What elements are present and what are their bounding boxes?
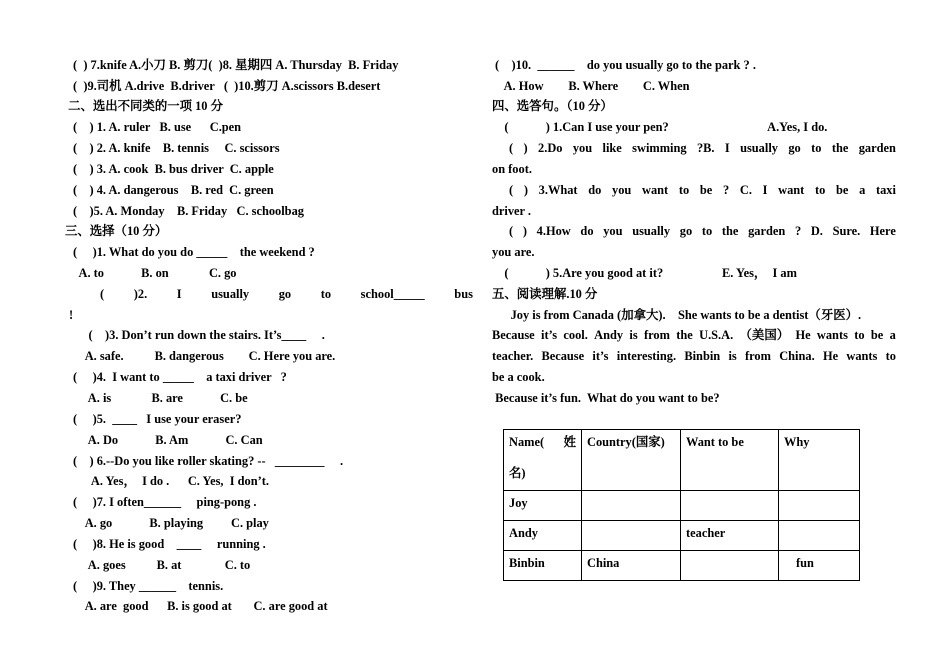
word: the xyxy=(676,328,693,342)
cell-name: Andy xyxy=(504,521,582,551)
section-4-heading: 四、选答句。（10 分） xyxy=(492,99,613,113)
word: I xyxy=(724,141,730,155)
reading-table xyxy=(503,429,860,581)
word: wants xyxy=(846,349,878,363)
cell-why: fun xyxy=(779,551,860,581)
choice-q1-options: A. to B. on C. go xyxy=(73,266,237,280)
match-q5: ( ) 5.Are you good at it? E. Yes， I am xyxy=(492,266,797,280)
word: Because xyxy=(541,349,585,363)
match-q2-continuation: on foot. xyxy=(492,162,532,176)
word: D. xyxy=(810,224,823,238)
reading-line-1: Joy is from Canada (加拿大). She wants to be a dentist（牙医）. xyxy=(492,308,862,322)
word: usually xyxy=(740,141,778,155)
word: usually xyxy=(211,287,250,301)
reading-line-3 xyxy=(492,348,896,364)
word: be xyxy=(836,183,849,197)
word: I xyxy=(762,183,768,197)
reading-line-5: Because it’s fun. What do you want to be? xyxy=(492,391,720,405)
word: the xyxy=(831,141,849,155)
word: to xyxy=(678,183,690,197)
word: ( xyxy=(509,141,514,155)
cell-name: Binbin xyxy=(504,551,582,581)
match-q2 xyxy=(509,140,896,156)
section-5-heading: 五、阅读理解.10 分 xyxy=(492,287,598,301)
choice-q2 xyxy=(73,286,473,302)
vocab-line-7-8: ( ) 7.knife A.小刀 B. 剪刀( )8. 星期四 A. Thursday B. Friday xyxy=(73,58,399,72)
word: ( xyxy=(100,287,105,301)
match-q3 xyxy=(509,182,896,198)
word: it’s xyxy=(541,328,558,342)
word: you xyxy=(612,183,632,197)
word: Because xyxy=(492,328,535,342)
word: do xyxy=(588,183,602,197)
word: garden xyxy=(748,224,786,238)
word: garden xyxy=(858,141,896,155)
choice-q8: ( )8. He is good ____ running . xyxy=(73,537,266,551)
word: is xyxy=(629,328,638,342)
word: a xyxy=(859,183,866,197)
word: 3.What xyxy=(538,183,578,197)
table-row xyxy=(504,491,860,521)
header-name-en: Name( xyxy=(509,435,545,449)
word: to xyxy=(811,141,822,155)
word: the xyxy=(721,224,739,238)
match-q1: ( ) 1.Can I use your pen? A.Yes, I do. xyxy=(492,120,828,134)
word: you xyxy=(572,141,593,155)
word: He xyxy=(795,328,811,342)
word: ( xyxy=(509,224,514,238)
word: ) xyxy=(523,141,528,155)
word: want xyxy=(642,183,669,197)
cell-country: China xyxy=(582,551,681,581)
word: usually xyxy=(632,224,671,238)
table-row xyxy=(504,551,860,581)
choice-q4-options: A. is B. are C. be xyxy=(73,391,248,405)
word: Here xyxy=(869,224,896,238)
word: I xyxy=(176,287,182,301)
header-name-zh-1: 姓 xyxy=(563,435,576,449)
word: Sure. xyxy=(832,224,861,238)
word: U.S.A. xyxy=(699,328,734,342)
word: 2.Do xyxy=(538,141,563,155)
choice-q7: ( )7. I often______ ping-pong . xyxy=(73,495,257,509)
word: China. xyxy=(779,349,815,363)
table-header-row xyxy=(504,430,860,491)
word: taxi xyxy=(875,183,896,197)
header-country: Country(国家) xyxy=(582,430,681,491)
choice-q3: ( )3. Don’t run down the stairs. It’s____ . xyxy=(73,328,325,342)
choice-q6: ( ) 6.--Do you like roller skating? -- ________ . xyxy=(73,454,344,468)
choice-q5: ( )5. ____ I use your eraser? xyxy=(73,412,242,426)
odd-one-out-2: ( ) 2. A. knife B. tennis C. scissors xyxy=(73,141,280,155)
word: ?B. xyxy=(696,141,715,155)
word: )2. xyxy=(133,287,148,301)
choice-q2-continuation: ! xyxy=(69,308,74,322)
word: ( xyxy=(509,183,514,197)
word: be xyxy=(699,183,713,197)
word: is xyxy=(728,349,737,363)
cell-want-to-be[interactable] xyxy=(681,491,779,521)
cell-want-to-be: teacher xyxy=(681,521,779,551)
choice-q6-options: A. Yes， I do . C. Yes, I don’t. xyxy=(73,474,269,488)
word: wants xyxy=(816,328,848,342)
word: C. xyxy=(739,183,752,197)
match-q4-continuation: you are. xyxy=(492,245,535,259)
choice-q10: ( )10. ______ do you usually go to the park ? . xyxy=(495,58,756,72)
odd-one-out-5: ( )5. A. Monday B. Friday C. schoolbag xyxy=(73,204,304,218)
word: ? xyxy=(794,224,802,238)
cell-country[interactable] xyxy=(582,491,681,521)
word: it’s xyxy=(592,349,609,363)
word: a xyxy=(889,328,896,342)
section-2-heading: 二、选出不同类的一项 10 分 xyxy=(65,99,223,113)
cell-name: Joy xyxy=(504,491,582,521)
word: from xyxy=(745,349,771,363)
word: from xyxy=(644,328,670,342)
match-q4 xyxy=(509,223,896,239)
choice-q1: ( )1. What do you do _____ the weekend ? xyxy=(73,245,315,259)
word: want xyxy=(778,183,805,197)
word: like xyxy=(602,141,622,155)
word: you xyxy=(603,224,623,238)
word: bus xyxy=(454,287,473,301)
word: swimming xyxy=(632,141,687,155)
word: Binbin xyxy=(684,349,721,363)
choice-q8-options: A. goes B. at C. to xyxy=(73,558,251,572)
word: do xyxy=(580,224,594,238)
cell-why[interactable] xyxy=(779,521,860,551)
reading-line-2 xyxy=(492,327,896,343)
word: interesting. xyxy=(616,349,677,363)
word: go xyxy=(679,224,693,238)
word: school_____ xyxy=(360,287,425,301)
choice-q9-options: A. are good B. is good at C. are good at xyxy=(73,599,328,613)
word: He xyxy=(822,349,839,363)
word: be xyxy=(870,328,884,342)
cell-why[interactable] xyxy=(779,491,860,521)
odd-one-out-4: ( ) 4. A. dangerous B. red C. green xyxy=(73,183,274,197)
header-why: Why xyxy=(779,430,860,491)
choice-q3-options: A. safe. B. dangerous C. Here you are. xyxy=(73,349,336,363)
choice-q5-options: A. Do B. Am C. Can xyxy=(73,433,263,447)
word: to xyxy=(885,349,896,363)
word: to xyxy=(854,328,865,342)
word: to xyxy=(701,224,713,238)
word: teacher. xyxy=(492,349,534,363)
choice-q10-options: A. How B. Where C. When xyxy=(495,79,690,93)
reading-line-4: be a cook. xyxy=(492,370,545,384)
cell-country[interactable] xyxy=(582,521,681,551)
word: （美国） xyxy=(739,328,790,342)
word: to xyxy=(320,287,332,301)
header-name xyxy=(504,430,582,491)
word: cool. xyxy=(563,328,588,342)
choice-q7-options: A. go B. playing C. play xyxy=(73,516,269,530)
word: Andy xyxy=(594,328,624,342)
odd-one-out-1: ( ) 1. A. ruler B. use C.pen xyxy=(73,120,242,134)
header-want-to-be: Want to be xyxy=(681,430,779,491)
section-3-heading: 三、选择（10 分） xyxy=(65,224,168,238)
word: ) xyxy=(523,183,528,197)
word: go xyxy=(278,287,292,301)
word: ? xyxy=(722,183,730,197)
table-row xyxy=(504,521,860,551)
word: go xyxy=(788,141,801,155)
choice-q4: ( )4. I want to _____ a taxi driver ? xyxy=(73,370,287,384)
cell-want-to-be[interactable] xyxy=(681,551,779,581)
choice-q9: ( )9. They ______ tennis. xyxy=(73,579,224,593)
word: 4.How xyxy=(536,224,571,238)
odd-one-out-3: ( ) 3. A. cook B. bus driver C. apple xyxy=(73,162,274,176)
word: to xyxy=(814,183,826,197)
header-name-zh-2: 名) xyxy=(509,466,526,480)
match-q3-continuation: driver . xyxy=(492,204,531,218)
vocab-line-9-10: ( )9.司机 A.drive B.driver ( )10.剪刀 A.scissors B.desert xyxy=(73,79,381,93)
word: ) xyxy=(522,224,527,238)
